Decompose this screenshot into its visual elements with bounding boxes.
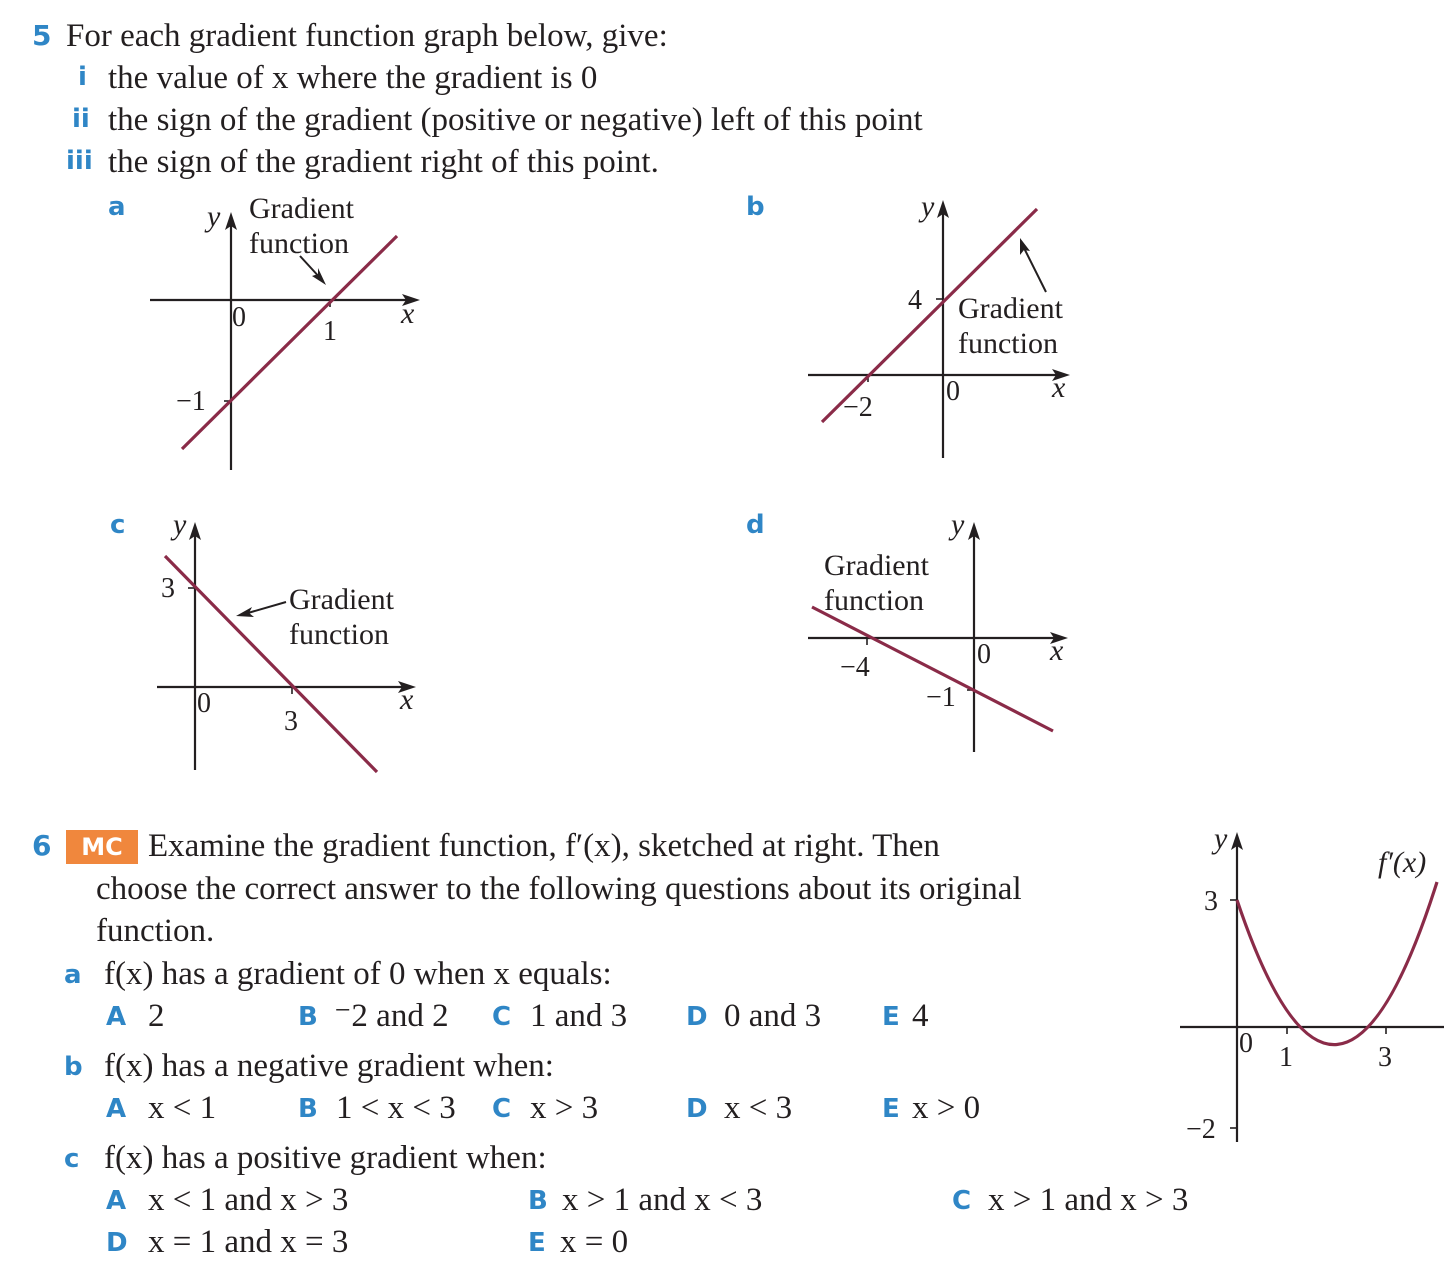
curve-label: f′(x) (1378, 846, 1427, 879)
y-axis-label: y (951, 508, 965, 541)
q6-part-text-c: f(x) has a positive gradient when: (104, 1140, 547, 1176)
option-text-a-C[interactable]: 1 and 3 (530, 998, 628, 1034)
annotation-line-2: function (824, 584, 924, 617)
option-letter-a-C: C (492, 1002, 512, 1032)
f-prime-curve (1237, 882, 1437, 1045)
y-tick-label: 4 (908, 285, 922, 316)
question-6-stem-line-2: choose the correct answer to the following questions about its original (96, 871, 1022, 907)
option-letter-c-B: B (528, 1186, 548, 1216)
origin-label: 0 (232, 302, 246, 333)
x-tick-label: −4 (840, 652, 870, 683)
option-letter-c-D: D (106, 1228, 128, 1258)
option-text-a-E[interactable]: 4 (912, 998, 929, 1034)
part-label-iii: iii (66, 146, 93, 176)
origin-label: 0 (197, 688, 211, 719)
y-axis-label: y (1214, 822, 1228, 855)
graph-label-a: a (108, 192, 126, 222)
option-letter-b-E: E (882, 1094, 900, 1124)
option-letter-b-D: D (686, 1094, 708, 1124)
option-letter-b-A: A (106, 1094, 127, 1124)
x-tick-label: 1 (323, 316, 337, 347)
x-tick-label: −2 (843, 392, 873, 423)
y-tick-label-3: 3 (1204, 886, 1218, 917)
annotation-line-1: Gradient (958, 292, 1063, 325)
option-letter-b-C: C (492, 1094, 512, 1124)
part-label-ii: ii (72, 104, 90, 134)
option-text-c-A[interactable]: x < 1 and x > 3 (148, 1182, 349, 1218)
x-axis-label: x (401, 297, 415, 330)
x-axis-label: x (1052, 371, 1066, 404)
option-text-a-A[interactable]: 2 (148, 998, 165, 1034)
option-text-b-B[interactable]: 1 < x < 3 (336, 1090, 456, 1126)
q6-part-text-a: f(x) has a gradient of 0 when x equals: (104, 956, 612, 992)
part-text-ii: the sign of the gradient (positive or negative) left of this point (108, 102, 923, 138)
option-letter-c-A: A (106, 1186, 127, 1216)
graph-label-d: d (746, 510, 765, 540)
option-letter-c-E: E (528, 1228, 546, 1258)
option-letter-a-B: B (298, 1002, 318, 1032)
q6-part-label-a: a (64, 960, 82, 990)
option-text-a-B[interactable]: ⁻2 and 2 (334, 998, 449, 1034)
option-letter-a-D: D (686, 1002, 708, 1032)
x-axis-label: x (400, 683, 414, 716)
x-tick-label-3: 3 (1378, 1042, 1392, 1073)
annotation-line-2: function (249, 227, 349, 260)
q6-part-text-b: f(x) has a negative gradient when: (104, 1048, 554, 1084)
y-tick-label: −1 (926, 682, 956, 713)
option-letter-c-C: C (952, 1186, 972, 1216)
annotation-line-2: function (289, 618, 389, 651)
x-tick-label-1: 1 (1279, 1042, 1293, 1073)
x-tick-label: 3 (284, 706, 298, 737)
part-text-iii: the sign of the gradient right of this point. (108, 144, 659, 180)
y-tick-label: −1 (176, 386, 206, 417)
question-5-number: 5 (32, 19, 52, 52)
option-letter-b-B: B (298, 1094, 318, 1124)
annotation-line-1: Gradient (289, 583, 394, 616)
question-6-stem-line-1: Examine the gradient function, f′(x), sketched at right. Then (148, 828, 940, 864)
y-axis-label: y (173, 508, 187, 541)
option-text-b-A[interactable]: x < 1 (148, 1090, 217, 1126)
option-letter-a-A: A (106, 1002, 127, 1032)
option-text-c-C[interactable]: x > 1 and x > 3 (988, 1182, 1189, 1218)
option-text-b-C[interactable]: x > 3 (530, 1090, 599, 1126)
y-tick-label-neg2: −2 (1186, 1114, 1216, 1145)
part-label-i: i (78, 62, 87, 92)
option-text-c-D[interactable]: x = 1 and x = 3 (148, 1224, 349, 1260)
y-axis-label: y (921, 190, 935, 223)
question-6-number: 6 (32, 829, 52, 862)
question-6-stem-line-3: function. (96, 913, 215, 949)
part-text-i: the value of x where the gradient is 0 (108, 60, 598, 96)
annotation-line-2: function (958, 327, 1058, 360)
option-text-b-D[interactable]: x < 3 (724, 1090, 793, 1126)
origin-label: 0 (946, 376, 960, 407)
y-tick-label: 3 (161, 573, 175, 604)
x-axis-label: x (1050, 634, 1064, 667)
option-text-b-E[interactable]: x > 0 (912, 1090, 981, 1126)
option-letter-a-E: E (882, 1002, 900, 1032)
option-text-c-E[interactable]: x = 0 (560, 1224, 629, 1260)
origin-label: 0 (1239, 1028, 1253, 1059)
option-text-a-D[interactable]: 0 and 3 (724, 998, 822, 1034)
annotation-line-1: Gradient (824, 549, 929, 582)
mc-badge: MC (66, 830, 138, 864)
q6-part-label-c: c (64, 1144, 80, 1174)
question-5-stem: For each gradient function graph below, give: (66, 18, 668, 54)
annotation-line-1: Gradient (249, 192, 354, 225)
graph-label-b: b (746, 192, 765, 222)
option-text-c-B[interactable]: x > 1 and x < 3 (562, 1182, 763, 1218)
origin-label: 0 (977, 639, 991, 670)
graph-label-c: c (110, 510, 126, 540)
q6-part-label-b: b (64, 1052, 83, 1082)
y-axis-label: y (207, 200, 221, 233)
